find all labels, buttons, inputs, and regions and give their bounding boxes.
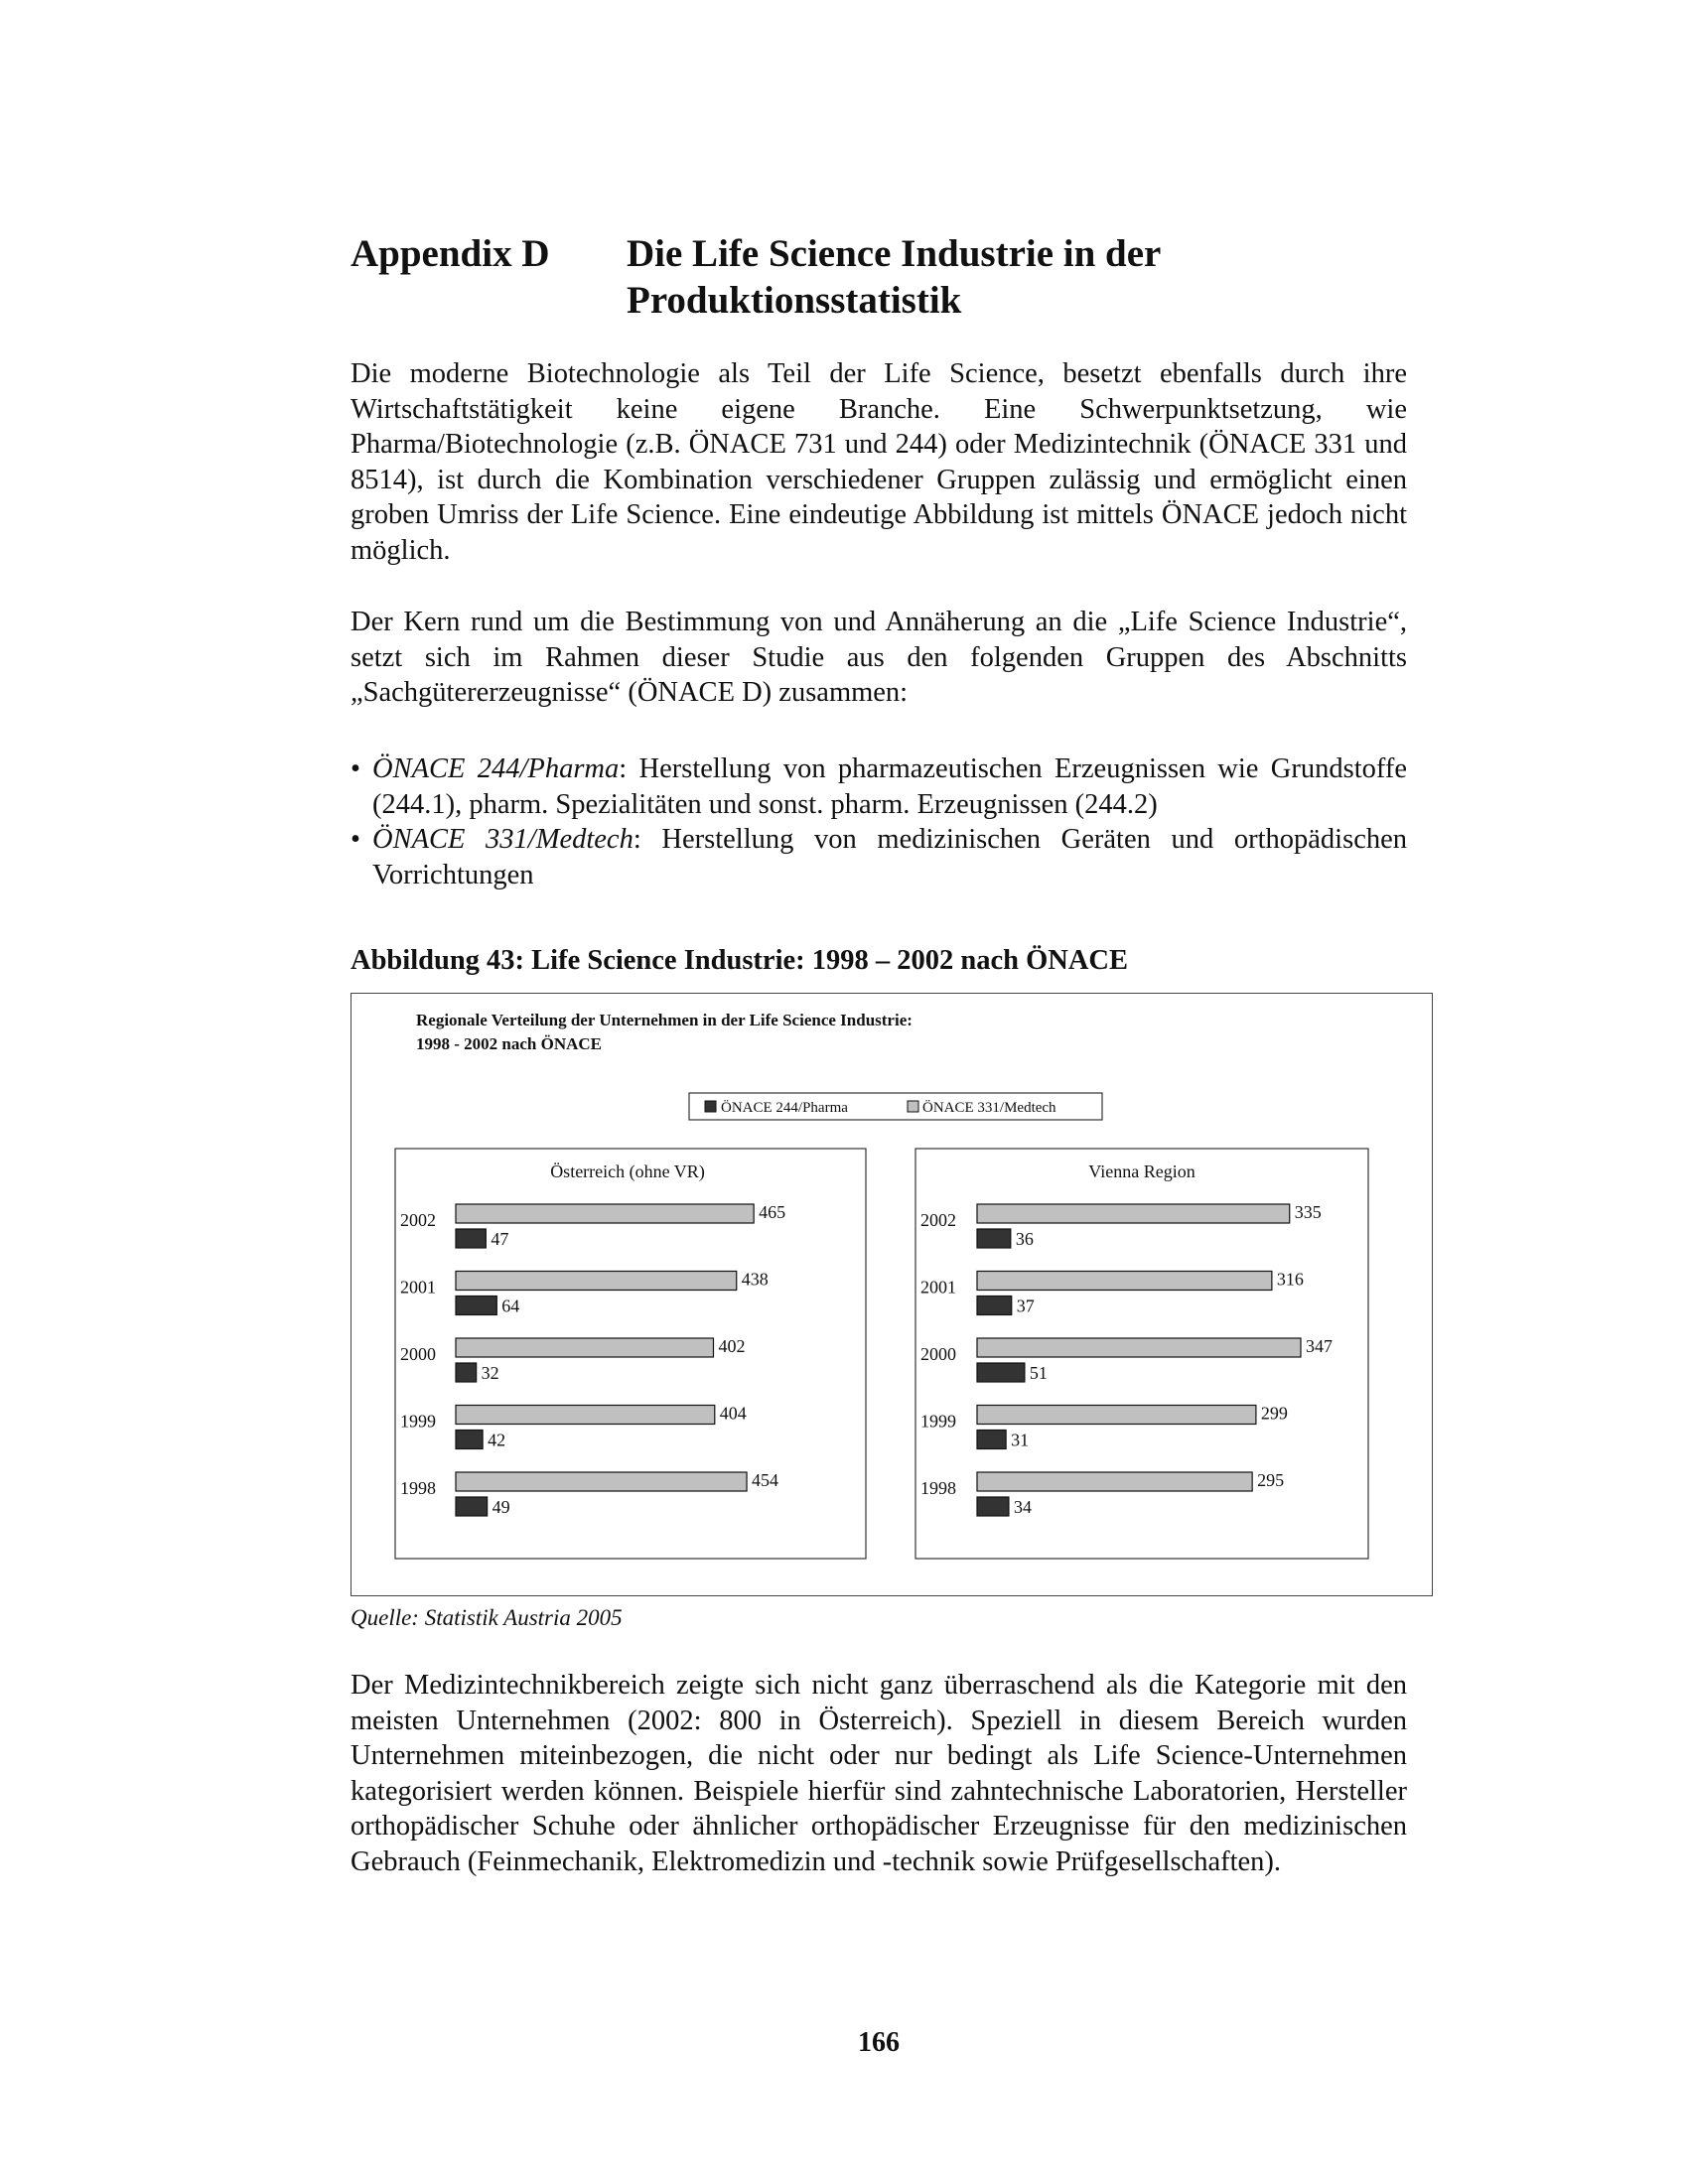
panel-austria-data-label-pharma: 42	[488, 1430, 506, 1450]
panel-austria-bar-medtech	[456, 1272, 737, 1291]
list-item-text: : Herstellung von medizinischen Geräten und orthopädischen Vorrichtungen	[372, 824, 1407, 890]
panel-austria-data-label-pharma: 64	[501, 1296, 520, 1316]
panel-austria-bar-medtech	[456, 1406, 715, 1425]
panel-austria-tick-label: 2000	[400, 1344, 436, 1364]
panel-vienna-bar-medtech	[977, 1472, 1252, 1491]
list-item-term: ÖNACE 244/Pharma	[372, 753, 620, 784]
chart-title-line2: 1998 - 2002 nach ÖNACE	[416, 1034, 603, 1053]
panel-vienna-data-label-pharma: 36	[1015, 1229, 1034, 1249]
panel-austria-bar-pharma	[456, 1229, 486, 1248]
chart-frame	[351, 993, 1433, 1596]
panel-austria-bar-pharma	[456, 1297, 496, 1315]
panel-vienna-data-label-pharma: 37	[1016, 1296, 1035, 1316]
panel-vienna-bar-medtech	[977, 1272, 1272, 1291]
panel-austria-data-label-medtech: 438	[741, 1269, 769, 1290]
panel-vienna-bar-pharma	[977, 1229, 1011, 1248]
panel-austria-bar-pharma	[456, 1363, 477, 1382]
panel-austria-title: Österreich (ohne VR)	[550, 1161, 705, 1181]
panel-austria-tick-label: 2002	[400, 1210, 436, 1230]
panel-vienna-tick-label: 2000	[920, 1344, 956, 1364]
panel-austria-data-label-medtech: 404	[719, 1403, 747, 1424]
panel-vienna-tick-label: 2002	[920, 1210, 956, 1230]
panel-vienna-data-label-medtech: 347	[1306, 1336, 1334, 1356]
legend-swatch-pharma	[705, 1101, 716, 1112]
panel-vienna-bar-pharma	[977, 1497, 1009, 1516]
list-item	[351, 751, 1407, 822]
panel-vienna-bar-medtech	[977, 1204, 1290, 1223]
panel-vienna-tick-label: 1999	[920, 1411, 956, 1432]
panel-austria-bar-pharma	[456, 1497, 488, 1516]
paragraph-intro: Die moderne Biotechnologie als Teil der Life Science, besetzt ebenfalls durch ihre Wirtschaftstätigkeit keine eigene Branche. Eine Schwerpunktsetzung, wie Pharma/Biotechnologie (z.B. ÖNACE 731 und 244) oder Medizintechnik (ÖNACE 331 und 8514), ist durch die Kombination verschiedener Gruppen zulässig und ermöglicht einen groben Umriss der Life Science. Eine eindeutige Abbildung ist mittels ÖNACE jedoch nicht möglich.	[351, 358, 1407, 566]
page-number: 166	[858, 2027, 900, 2058]
legend-label-pharma: ÖNACE 244/Pharma	[721, 1100, 848, 1116]
panel-vienna-data-label-pharma: 51	[1029, 1363, 1048, 1383]
list-item	[351, 822, 1407, 892]
legend-label-medtech: ÖNACE 331/Medtech	[922, 1100, 1056, 1116]
appendix-label: Appendix D	[351, 232, 550, 275]
panel-austria-bar-medtech	[456, 1472, 747, 1491]
panel-vienna-bar-medtech	[977, 1338, 1301, 1357]
panel-vienna-title: Vienna Region	[1088, 1161, 1196, 1181]
paragraph-core-definition: Der Kern rund um die Bestimmung von und Annäherung an die „Life Science Industrie“, setzt sich im Rahmen dieser Studie aus den folgenden Gruppen des Abschnitts „Sachgütererzeugnisse“ (ÖNACE D) zusammen:	[351, 607, 1407, 709]
list-item-term: ÖNACE 331/Medtech	[372, 824, 633, 856]
figure-source: Quelle: Statistik Austria 2005	[351, 1605, 623, 1630]
chart-title-line1: Regionale Verteilung der Unternehmen in der Life Science Industrie:	[416, 1011, 913, 1029]
panel-austria-data-label-pharma: 32	[481, 1363, 499, 1383]
legend-swatch-medtech	[908, 1101, 918, 1112]
onace-group-list	[351, 751, 1407, 892]
panel-vienna-data-label-medtech: 299	[1260, 1403, 1288, 1424]
panel-austria-data-label-medtech: 402	[718, 1336, 746, 1356]
panel-vienna-bar-pharma	[977, 1297, 1012, 1315]
panel-austria-tick-label: 2001	[400, 1277, 436, 1297]
appendix-title: Die Life Science Industrie in der Produktionsstatistik	[627, 232, 1161, 322]
panel-austria-tick-label: 1998	[400, 1478, 436, 1498]
list-item-text: : Herstellung von pharmazeutischen Erzeugnissen wie Grundstoffe (244.1), pharm. Spezialitäten und sonst. pharm. Erzeugnissen (244.2)	[372, 753, 1407, 820]
panel-austria-bar-pharma	[456, 1431, 483, 1449]
chart	[352, 994, 1434, 1597]
paragraph-medtech: Der Medizintechnikbereich zeigte sich nicht ganz überraschend als die Kategorie mit den meisten Unternehmen (2002: 800 in Österreich). Speziell in diesem Bereich wurden Unternehmen miteinbezogen, die nicht oder nur bedingt als Life Science-Unternehmen kategorisiert werden können. Beispiele hierfür sind zahntechnische Laboratorien, Hersteller orthopädischer Schuhe oder ähnlicher orthopädischer Erzeugnisse für den medizinischen Gebrauch (Feinmechanik, Elektromedizin und -technik sowie Prüfgesellschaften).	[351, 1670, 1407, 1877]
panel-austria-data-label-pharma: 47	[491, 1229, 509, 1249]
panel-vienna-bar-pharma	[977, 1363, 1025, 1382]
panel-austria-tick-label: 1999	[400, 1411, 436, 1432]
figure-caption: Abbildung 43: Life Science Industrie: 1998 – 2002 nach ÖNACE	[351, 945, 1129, 976]
panel-vienna-tick-label: 1998	[920, 1478, 956, 1498]
panel-vienna-data-label-medtech: 316	[1276, 1269, 1304, 1290]
panel-vienna-data-label-pharma: 31	[1011, 1430, 1030, 1450]
panel-austria-data-label-pharma: 49	[492, 1497, 510, 1517]
panel-vienna-data-label-medtech: 335	[1294, 1202, 1322, 1222]
panel-vienna-data-label-pharma: 34	[1013, 1497, 1032, 1517]
panel-vienna-tick-label: 2001	[920, 1277, 956, 1297]
panel-austria-bar-medtech	[456, 1338, 713, 1357]
panel-vienna-bar-medtech	[977, 1406, 1256, 1425]
panel-vienna-bar-pharma	[977, 1431, 1006, 1449]
panel-austria-data-label-medtech: 465	[759, 1202, 786, 1222]
panel-austria-data-label-medtech: 454	[752, 1470, 779, 1490]
panel-vienna-data-label-medtech: 295	[1257, 1470, 1285, 1490]
panel-austria-bar-medtech	[456, 1204, 754, 1223]
